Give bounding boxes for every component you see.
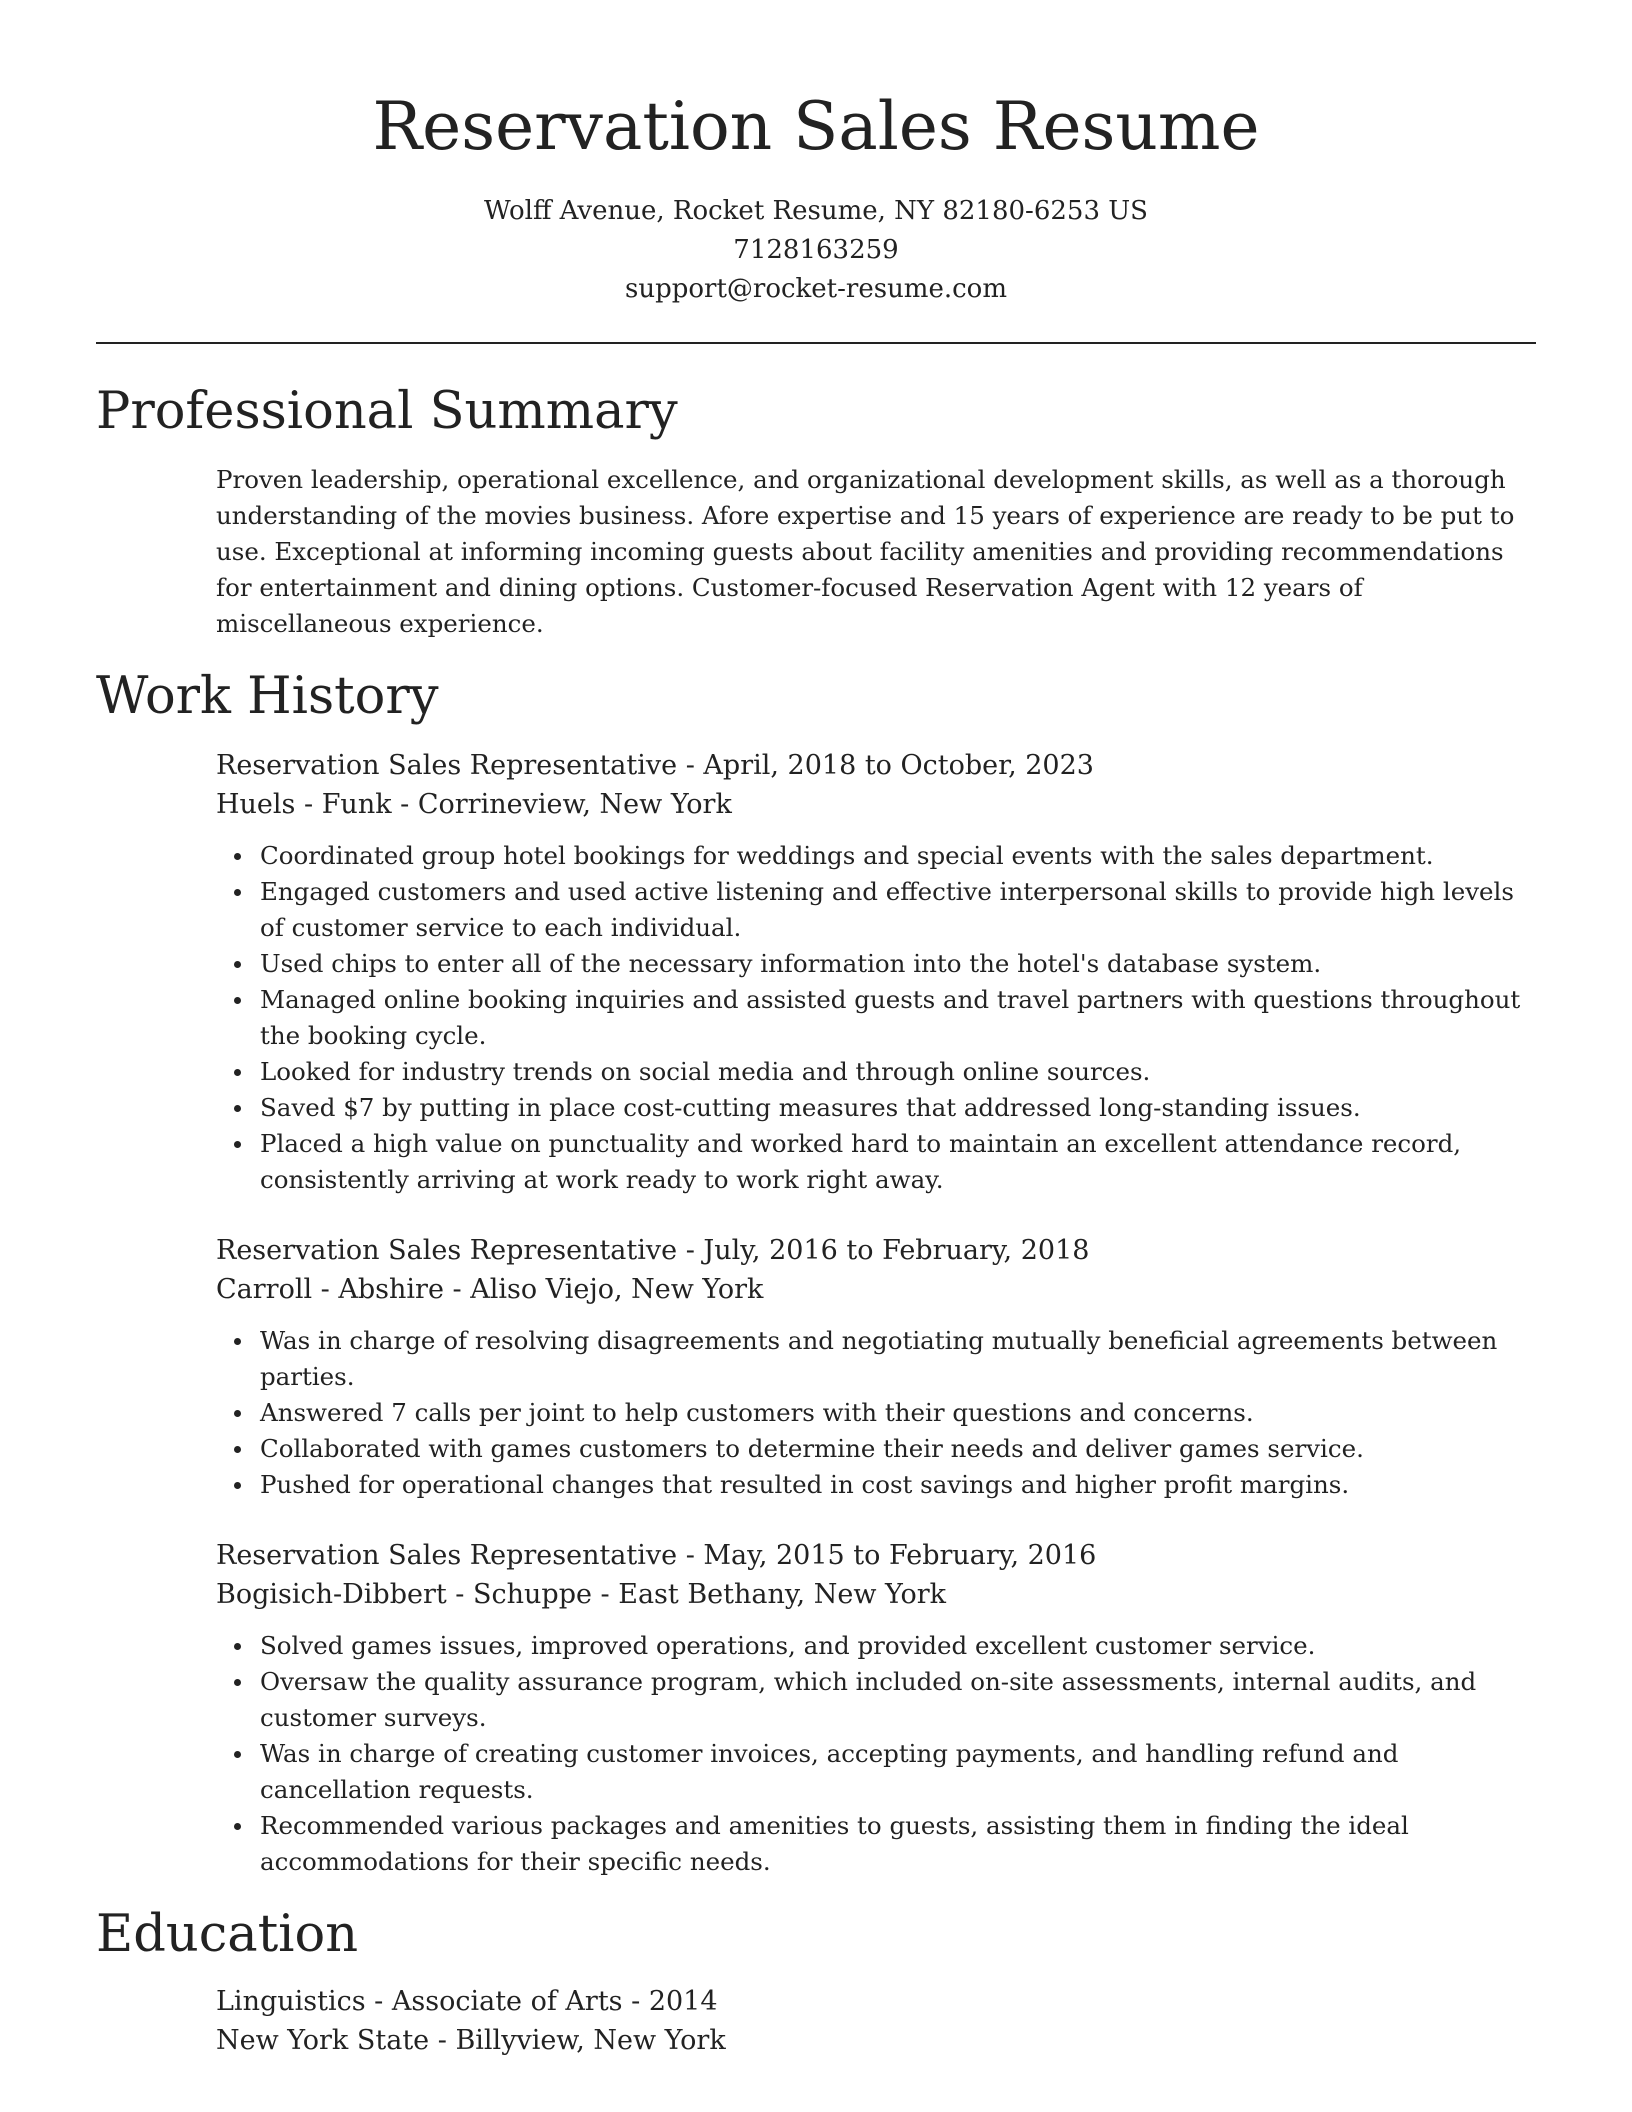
- resume-title: Reservation Sales Resume: [372, 88, 1260, 165]
- list-item: Managed online booking inquiries and assisted guests and travel partners with questions throughout the booking cycle.: [260, 982, 1536, 1054]
- contact-address: Wolff Avenue, Rocket Resume, NY 82180-6253 US: [484, 196, 1148, 226]
- list-item: Collaborated with games customers to determine their needs and deliver games service.: [260, 1431, 1536, 1467]
- resume-header: [0, 0, 1632, 309]
- list-item: Used chips to enter all of the necessary information into the hotel's database system.: [260, 946, 1536, 982]
- list-item: Answered 7 calls per joint to help customers with their questions and concerns.: [260, 1395, 1536, 1431]
- education-heading: Education: [96, 1905, 359, 1964]
- education-entry: [216, 1982, 1536, 2060]
- job-entry: [216, 1536, 1536, 1880]
- contact-email: support@rocket-resume.com: [624, 274, 1007, 304]
- list-item: Solved games issues, improved operations, and provided excellent customer service.: [260, 1628, 1536, 1664]
- job-bullets: [216, 1323, 1536, 1503]
- work-history-heading: Work History: [96, 667, 439, 726]
- list-item: Oversaw the quality assurance program, which included on-site assessments, internal audits, and customer surveys.: [260, 1664, 1536, 1736]
- job-entry: [216, 1231, 1536, 1503]
- list-item: Pushed for operational changes that resulted in cost savings and higher profit margins.: [260, 1467, 1536, 1503]
- job-title-line: Reservation Sales Representative - May, 2015 to February, 2016: [216, 1540, 1097, 1571]
- list-item: Coordinated group hotel bookings for weddings and special events with the sales department.: [260, 838, 1536, 874]
- list-item: Looked for industry trends on social media and through online sources.: [260, 1054, 1536, 1090]
- summary-section: [216, 462, 1536, 642]
- list-item: Was in charge of resolving disagreements and negotiating mutually beneficial agreements between parties.: [260, 1323, 1536, 1395]
- summary-heading: Professional Summary: [96, 382, 678, 441]
- education-degree-line: Linguistics - Associate of Arts - 2014: [216, 1986, 718, 2017]
- job-bullets: [216, 838, 1536, 1198]
- job-company-line: Huels - Funk - Corrineview, New York: [216, 789, 732, 820]
- job-company-line: Carroll - Abshire - Aliso Viejo, New York: [216, 1274, 764, 1305]
- list-item: Was in charge of creating customer invoices, accepting payments, and handling refund and cancellation requests.: [260, 1736, 1536, 1808]
- contact-phone: 7128163259: [733, 235, 899, 265]
- list-item: Recommended various packages and amenities to guests, assisting them in finding the ideal accommodations for their specific needs.: [260, 1808, 1536, 1880]
- list-item: Engaged customers and used active listening and effective interpersonal skills to provide high levels of customer service to each individual.: [260, 874, 1536, 946]
- job-company-line: Bogisich-Dibbert - Schuppe - East Bethany, New York: [216, 1579, 947, 1610]
- contact-info: [0, 192, 1632, 309]
- summary-text: Proven leadership, operational excellence, and organizational development skills, as well as a thorough understanding of the movies business. Afore expertise and 15 years of experience are ready to be put to use. Exceptional at informing incoming guests about facility amenities and providing recommendations for entertainment and dining options. Customer-focused Reservation Agent with 12 years of miscellaneous experience.: [216, 465, 1515, 638]
- list-item: Saved $7 by putting in place cost-cutting measures that addressed long-standing issues.: [260, 1090, 1536, 1126]
- job-title-line: Reservation Sales Representative - July, 2016 to February, 2018: [216, 1235, 1090, 1266]
- job-bullets: [216, 1628, 1536, 1880]
- job-title-line: Reservation Sales Representative - April, 2018 to October, 2023: [216, 750, 1094, 781]
- education-school-line: New York State - Billyview, New York: [216, 2025, 726, 2056]
- job-entry: [216, 746, 1536, 1198]
- header-divider: [96, 342, 1536, 344]
- list-item: Placed a high value on punctuality and worked hard to maintain an excellent attendance record, consistently arriving at work ready to work right away.: [260, 1126, 1536, 1198]
